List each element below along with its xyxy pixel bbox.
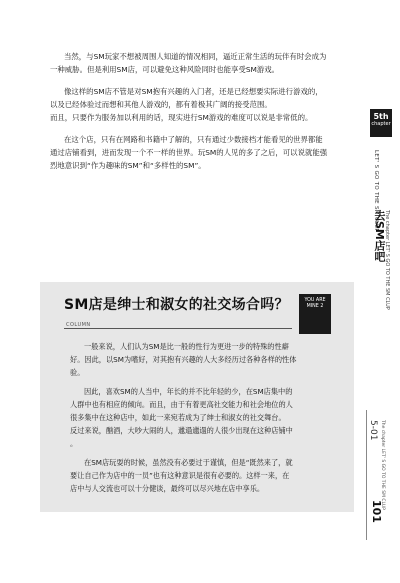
- footer-divider: [366, 410, 367, 540]
- column-title: SM店是绅士和淑女的社交场合吗？: [64, 297, 289, 313]
- paragraph: [50, 50, 358, 76]
- column-label: COLUMN: [66, 322, 91, 328]
- text-line: 店中与人交流也可以十分健谈，最终可以尽兴地在店中享乐。: [70, 484, 265, 493]
- text-line: 以及已经体验过而想和其他人游戏的，都有着极其广阔的接受范围。: [50, 100, 272, 109]
- text-line: 要让自己作为店中的一员”也有这种意识是很有必要的。这样一来，在: [70, 471, 290, 480]
- text-line: 像这样的SM店不管是对SM抱有兴趣的入门者，还是已经想要实际进行游戏的，: [64, 87, 323, 96]
- text-line: 一种威胁。但是利用SM店，可以避免这种风险同时也能享受SM游戏。: [50, 65, 280, 74]
- text-line: 在SM店玩耍的时候，虽然没有必要过于谨慎，但是“既然来了，就: [84, 458, 293, 467]
- column-paragraph: [70, 340, 332, 379]
- text-line: 烈地意识到“作为趣味的SM”和“多样性的SM”。: [50, 161, 206, 170]
- text-line: 验。: [70, 368, 85, 377]
- section-number: 5-01: [368, 420, 378, 441]
- column-badge: YOU ARE MINE 2: [299, 294, 331, 334]
- footer-note: The chapter LET' S GO TO THE SM CLUP: [380, 420, 385, 510]
- text-line: 在这个店，只有在网路和书籍中了解的，只有通过少数接档才能看见的世界都能: [64, 135, 323, 144]
- paragraph: [50, 133, 358, 172]
- column-body: [70, 340, 332, 501]
- chapter-note: The chapter LET' S GO TO THE SM CLUP: [384, 210, 390, 310]
- text-line: 好。因此，以SM为嗜好，对其抱有兴趣的人大多经历过各种各样的性体: [70, 355, 297, 364]
- text-line: 反过来说，酗酒，大吵大闹的人，邋遢邋遢的人很少出现在这种店铺中: [70, 426, 293, 435]
- text-line: 因此，喜欢SM的人当中，年长的并不比年轻的少，在SM店集中的: [84, 387, 293, 396]
- text-line: 通过店铺看到，进而发现一个不一样的世界。玩SM的人见的多了之后，可以说就能强: [50, 148, 328, 157]
- column-underline: [64, 328, 292, 329]
- column-paragraph: [70, 456, 332, 495]
- main-body-text: [50, 50, 358, 181]
- chapter-title: 去SM店吧: [373, 210, 386, 262]
- chapter-number: 5th: [373, 112, 389, 121]
- chapter-subtitle: LET' S GO TO THE SM CLUP: [373, 150, 379, 233]
- text-line: 而且，只要作为服务加以利用的话，现实进行SM游戏的难度可以说是非常低的。: [50, 113, 313, 122]
- page-number: 101: [370, 500, 383, 523]
- column-box: [40, 282, 354, 512]
- text-line: 很多集中在这种店中，如此一来宛若成为了绅士和淑女的社交舞台。: [70, 413, 286, 422]
- chapter-tab: [370, 109, 392, 137]
- text-line: 当然，与SM玩家不想被周围人知道的情况相同，逼近正常生活的玩伴有时会成为: [64, 52, 327, 61]
- text-line: 。: [70, 439, 78, 448]
- text-line: 一般来说，人们认为SM是比一般的性行为更进一步的特殊的性癖: [84, 342, 289, 351]
- paragraph: [50, 85, 358, 124]
- column-paragraph: [70, 385, 332, 450]
- text-line: 人群中也有相应的倾向。而且，由于有着更高社交能力和社会地位的人: [70, 400, 293, 409]
- chapter-word: chapter: [371, 121, 391, 127]
